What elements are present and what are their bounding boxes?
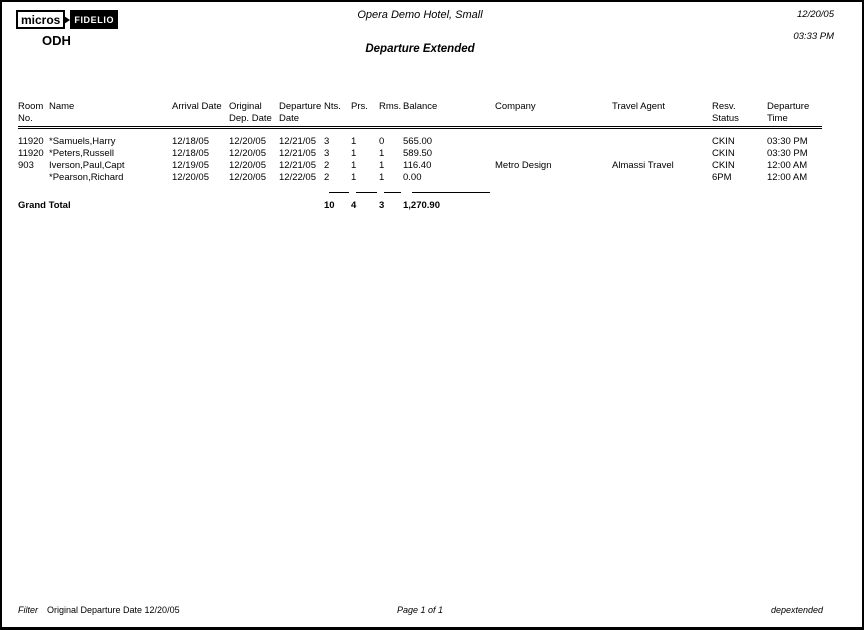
hotel-name: Opera Demo Hotel, Small [357, 9, 483, 21]
column-header-nts [324, 101, 351, 128]
column-header-line: Name [49, 101, 75, 112]
filter-label: Filter [18, 605, 38, 615]
cell-rms: 1 [379, 172, 385, 183]
column-header-departure-time [767, 101, 822, 128]
cell-arrival-date: 12/18/05 [172, 148, 209, 159]
column-header-line: Rms. [379, 101, 402, 112]
grand-total-nts: 10 [324, 200, 335, 211]
cell-prs: 1 [351, 136, 357, 147]
table-header-row [18, 101, 822, 128]
column-header-line: Arrival Date [172, 101, 222, 112]
cell-company: Metro Design [495, 160, 552, 171]
column-header-line: Time [767, 113, 788, 124]
column-header-line: Date [279, 113, 300, 124]
cell-travel-agent [612, 136, 712, 148]
cell-original-dep-date: 12/20/05 [229, 160, 266, 171]
cell-prs: 1 [351, 172, 357, 183]
cell-name: *Peters,Russell [49, 148, 114, 159]
grand-total-rms: 3 [379, 200, 385, 211]
column-header-line: Departure [767, 101, 810, 112]
spacer-row [18, 128, 822, 137]
filter-value: Original Departure Date 12/20/05 [47, 605, 180, 615]
cell-travel-agent [612, 172, 712, 184]
cell-departure-time: 12:00 AM [767, 172, 808, 183]
report-time: 03:33 PM [793, 31, 834, 42]
cell-departure-date: 12/22/05 [279, 172, 316, 183]
cell-arrival-date: 12/19/05 [172, 160, 209, 171]
column-header-resv-status [712, 101, 767, 128]
cell-resv-status: CKIN [712, 136, 735, 147]
cell-travel-agent: Almassi Travel [612, 160, 674, 171]
cell-nts: 3 [324, 136, 330, 147]
cell-company [495, 148, 612, 160]
cell-room: 11920 [18, 136, 44, 147]
cell-prs: 1 [351, 160, 357, 171]
cell-original-dep-date: 12/20/05 [229, 148, 266, 159]
table-row [18, 136, 822, 148]
page-indicator: Page 1 of 1 [396, 605, 444, 615]
column-header-line: Dep. Date [229, 113, 272, 124]
column-header-rms [379, 101, 403, 128]
property-code: ODH [42, 33, 71, 48]
grand-total-row [18, 193, 822, 212]
cell-original-dep-date: 12/20/05 [229, 136, 266, 147]
cell-departure-date: 12/21/05 [279, 148, 316, 159]
cell-room: 903 [18, 160, 34, 171]
column-header-original-dep-date [229, 101, 279, 128]
column-header-line: No. [18, 113, 33, 124]
cell-name: *Pearson,Richard [49, 172, 124, 183]
cell-resv-status: 6PM [712, 172, 732, 183]
column-header-line: Status [712, 113, 739, 124]
column-header-arrival-date [172, 101, 229, 128]
cell-company [495, 136, 612, 148]
column-header-travel-agent [612, 101, 712, 128]
cell-rms: 0 [379, 136, 385, 147]
column-header-balance [403, 101, 495, 128]
cell-name: Iverson,Paul,Capt [49, 160, 125, 171]
departures-table [18, 101, 822, 212]
cell-resv-status: CKIN [712, 148, 735, 159]
cell-nts: 2 [324, 160, 330, 171]
cell-company [495, 172, 612, 184]
cell-room: 11920 [18, 148, 44, 159]
cell-balance: 589.50 [403, 148, 433, 159]
sum-line [351, 184, 379, 193]
cell-arrival-date: 12/20/05 [172, 172, 209, 183]
column-header-name [49, 101, 172, 128]
micros-logo-text: micros [16, 10, 65, 29]
column-header-line: Company [495, 101, 536, 112]
column-header-line: Nts. [324, 101, 341, 112]
cell-nts: 3 [324, 148, 330, 159]
cell-rms: 1 [379, 148, 385, 159]
cell-departure-date: 12/21/05 [279, 160, 316, 171]
table-row [18, 172, 822, 184]
column-header-departure-date [279, 101, 324, 128]
column-header-line: Room [18, 101, 44, 112]
cell-balance: 116.40 [403, 160, 432, 171]
cell-arrival-date: 12/18/05 [172, 136, 209, 147]
table-row [18, 148, 822, 160]
column-header-room [18, 101, 49, 128]
report-date: 12/20/05 [797, 9, 834, 20]
sum-line [324, 184, 351, 193]
report-title: Departure Extended [365, 43, 475, 55]
cell-original-dep-date: 12/20/05 [229, 172, 266, 183]
cell-departure-time: 12:00 AM [767, 160, 808, 171]
fidelio-logo-text: FIDELIO [70, 10, 118, 29]
cell-departure-time: 03:30 PM [767, 148, 808, 159]
cell-prs: 1 [351, 148, 357, 159]
grand-total-label: Grand Total [18, 200, 71, 211]
cell-balance: 565.00 [403, 136, 433, 147]
grand-total-balance: 1,270.90 [403, 200, 440, 211]
cell-name: *Samuels,Harry [49, 136, 116, 147]
cell-rms: 1 [379, 160, 385, 171]
sum-line [403, 184, 495, 193]
cell-balance: 0.00 [403, 172, 422, 183]
sum-line-row [18, 184, 822, 193]
cell-departure-date: 12/21/05 [279, 136, 316, 147]
cell-departure-time: 03:30 PM [767, 136, 808, 147]
column-header-line: Travel Agent [612, 101, 665, 112]
table-row [18, 160, 822, 172]
column-header-line: Original [229, 101, 262, 112]
sum-line [379, 184, 403, 193]
column-header-line: Balance [403, 101, 438, 112]
column-header-line: Resv. [712, 101, 736, 112]
cell-room [18, 172, 49, 184]
cell-nts: 2 [324, 172, 330, 183]
column-header-company [495, 101, 612, 128]
cell-resv-status: CKIN [712, 160, 735, 171]
column-header-line: Prs. [351, 101, 368, 112]
column-header-line: Departure [279, 101, 322, 112]
cell-travel-agent [612, 148, 712, 160]
report-file-name: depextended [770, 605, 823, 615]
column-header-prs [351, 101, 379, 128]
grand-total-prs: 4 [351, 200, 357, 211]
